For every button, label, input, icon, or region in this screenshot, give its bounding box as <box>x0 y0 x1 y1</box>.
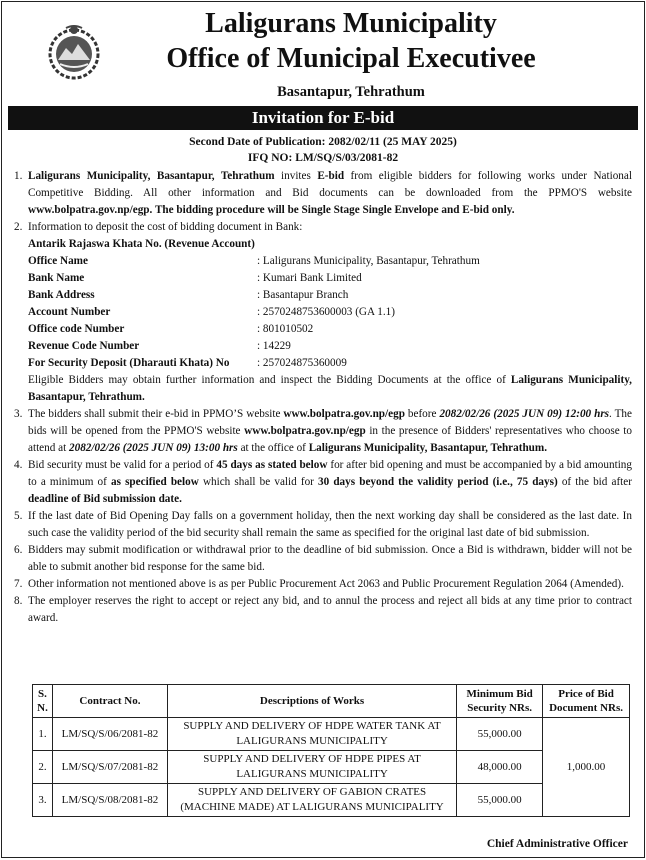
table-header-row <box>33 685 630 718</box>
contract-cell: LM/SQ/S/08/2081-82 <box>52 784 167 817</box>
submission-deadline: 2082/02/26 (2025 JUN 09) 12:00 hrs <box>439 408 610 420</box>
text: 30 days beyond the validity period (i.e., 75 days) <box>318 476 558 488</box>
account-label: Bank Address <box>28 289 95 301</box>
account-row <box>28 304 632 321</box>
clause-number: 3. <box>14 408 23 420</box>
eligible-bidders-note <box>28 372 632 406</box>
ifq-number: IFQ NO: LM/SQ/S/03/2081-82 <box>247 152 399 164</box>
serial-cell: 2. <box>33 751 53 784</box>
account-value: : 2570248753600003 (GA 1.1) <box>257 306 395 318</box>
account-label: For Security Deposit (Dharauti Khata) No <box>28 357 230 369</box>
text: Bid security must be valid for a period of <box>28 459 217 471</box>
clause-number: 1. <box>14 170 23 182</box>
account-value: : 14229 <box>257 340 291 352</box>
text: in the presence of Bidders' representatives who choose to attend at <box>28 425 633 454</box>
account-row <box>28 270 632 287</box>
account-label: Office code Number <box>28 323 125 335</box>
office-location: Basantapur, Tehrathum <box>277 84 425 100</box>
clause-8 <box>10 593 632 627</box>
text: Information to deposit the cost of bidding document in Bank: <box>28 221 303 233</box>
text: from eligible bidders for following works under National Competitive Bidding. All other information and Bid documents can be downloaded from the PPMO'S website <box>28 170 632 199</box>
security-cell: 55,000.00 <box>457 718 543 751</box>
security-cell: 55,000.00 <box>457 784 543 817</box>
clause-number: 8. <box>14 595 23 607</box>
clause-number: 6. <box>14 544 23 556</box>
invitation-banner: Invitation for E-bid <box>8 106 638 130</box>
text: If the last date of Bid Opening Day falls on a government holiday, then the next working day shall be considered as the last date. In such case the validity period of the bid security shall remain the same as specified for the original last date of bid submission. <box>28 510 632 539</box>
column-header: Price of Bid Document NRs. <box>543 685 630 718</box>
account-row <box>28 338 632 355</box>
clause-number: 2. <box>14 221 23 233</box>
account-value: : Laligurans Municipality, Basantapur, Tehrathum <box>257 255 480 267</box>
text: The employer reserves the right to accept or reject any bid, and to annul the process and reject all bids at any time prior to contract award. <box>28 595 632 624</box>
website-link[interactable]: www.bolpatra.gov.np/egp <box>244 425 366 437</box>
text: Bidders may submit modification or withdrawal prior to the deadline of bid submission. Once a Bid is withdrawn, bidder will not be able to submit another bid response for the same bid. <box>28 544 632 573</box>
text: as specified below <box>111 476 199 488</box>
text: The bidders shall submit their e-bid in PPMO’S website <box>28 408 284 420</box>
text: E-bid <box>317 170 345 182</box>
account-row <box>28 321 632 338</box>
clause-number: 4. <box>14 459 23 471</box>
account-heading: Antarik Rajaswa Khata No. (Revenue Account) <box>28 238 255 250</box>
account-value: : Basantapur Branch <box>257 289 349 301</box>
account-label: Bank Name <box>28 272 85 284</box>
contract-cell: LM/SQ/S/06/2081-82 <box>52 718 167 751</box>
clause-number: 5. <box>14 510 23 522</box>
clause-2 <box>10 219 632 236</box>
description-cell: SUPPLY AND DELIVERY OF HDPE PIPES AT LALIGURANS MUNICIPALITY <box>167 751 456 784</box>
account-label: Office Name <box>28 255 88 267</box>
account-row <box>28 253 632 270</box>
text: deadline of Bid submission date. <box>28 493 182 505</box>
clause-3 <box>10 406 632 457</box>
column-header: Minimum Bid Security NRs. <box>457 685 543 718</box>
column-header: Descriptions of Works <box>167 685 456 718</box>
account-value: : Kumari Bank Limited <box>257 272 362 284</box>
text: for after bid opening and must be accompanied by a bid amounting to a minimum of <box>28 459 632 488</box>
serial-cell: 3. <box>33 784 53 817</box>
text: Other information not mentioned above is as per Public Procurement Act 2063 and Public Procurement Regulation 2064 (Amended). <box>28 578 624 590</box>
text: at the office of <box>237 442 309 454</box>
clause-number: 7. <box>14 578 23 590</box>
text: . <box>149 204 155 216</box>
bank-account-info <box>10 236 632 406</box>
table-row <box>33 751 630 784</box>
notice-page <box>1 1 645 858</box>
account-row <box>28 287 632 304</box>
description-cell: SUPPLY AND DELIVERY OF HDPE WATER TANK AT LALIGURANS MUNICIPALITY <box>167 718 456 751</box>
text: before <box>404 408 440 420</box>
text: of the bid after <box>557 476 632 488</box>
account-row <box>28 355 632 372</box>
text: Laligurans Municipality, Basantapur, Tehrathum <box>28 170 275 182</box>
account-label: Revenue Code Number <box>28 340 140 352</box>
opening-time: 2082/02/26 (2025 JUN 09) 13:00 hrs <box>69 442 238 454</box>
text: 45 days as stated below <box>216 459 328 471</box>
text: invites <box>274 170 318 182</box>
clause-7 <box>10 576 632 593</box>
text: . The bids will be opened from the PPMO'S website <box>28 408 632 437</box>
signatory-title: Chief Administrative Officer <box>486 838 628 850</box>
clause-6 <box>10 542 632 576</box>
description-cell: SUPPLY AND DELIVERY OF GABION CRATES (MACHINE MADE) AT LALIGURANS MUNICIPALITY <box>167 784 456 817</box>
contract-cell: LM/SQ/S/07/2081-82 <box>52 751 167 784</box>
table-row <box>33 718 630 751</box>
text: which shall be valid for <box>198 476 319 488</box>
security-cell: 48,000.00 <box>457 751 543 784</box>
column-header: Contract No. <box>52 685 167 718</box>
account-value: : 801010502 <box>257 323 314 335</box>
text: Eligible Bidders may obtain further information and inspect the Bidding Documents at the office of <box>28 374 511 386</box>
works-table <box>32 684 630 817</box>
table-row <box>33 784 630 817</box>
website-link[interactable]: www.bolpatra.gov.np/egp <box>283 408 405 420</box>
text: Laligurans Municipality, Basantapur, Tehrathum. <box>28 374 632 403</box>
account-value: : 257024875360009 <box>257 357 347 369</box>
text: The bidding procedure will be Single Stage Single Envelope and E-bid only. <box>154 204 515 216</box>
clause-4 <box>10 457 632 508</box>
website-link[interactable]: www.bolpatra.gov.np/egp <box>28 204 150 216</box>
clause-5 <box>10 508 632 542</box>
column-header: S. N. <box>33 685 53 718</box>
clause-1 <box>10 168 632 219</box>
serial-cell: 1. <box>33 718 53 751</box>
page-title: Laligurans Municipality <box>205 8 497 39</box>
publication-date: Second Date of Publication: 2082/02/11 (25 MAY 2025) <box>189 136 457 148</box>
text: Laligurans Municipality, Basantapur, Tehrathum. <box>308 442 548 454</box>
office-title: Office of Municipal Executivee <box>166 43 536 74</box>
account-label: Account Number <box>28 306 111 318</box>
document-price-cell: 1,000.00 <box>543 718 630 817</box>
notice-body <box>10 168 632 627</box>
